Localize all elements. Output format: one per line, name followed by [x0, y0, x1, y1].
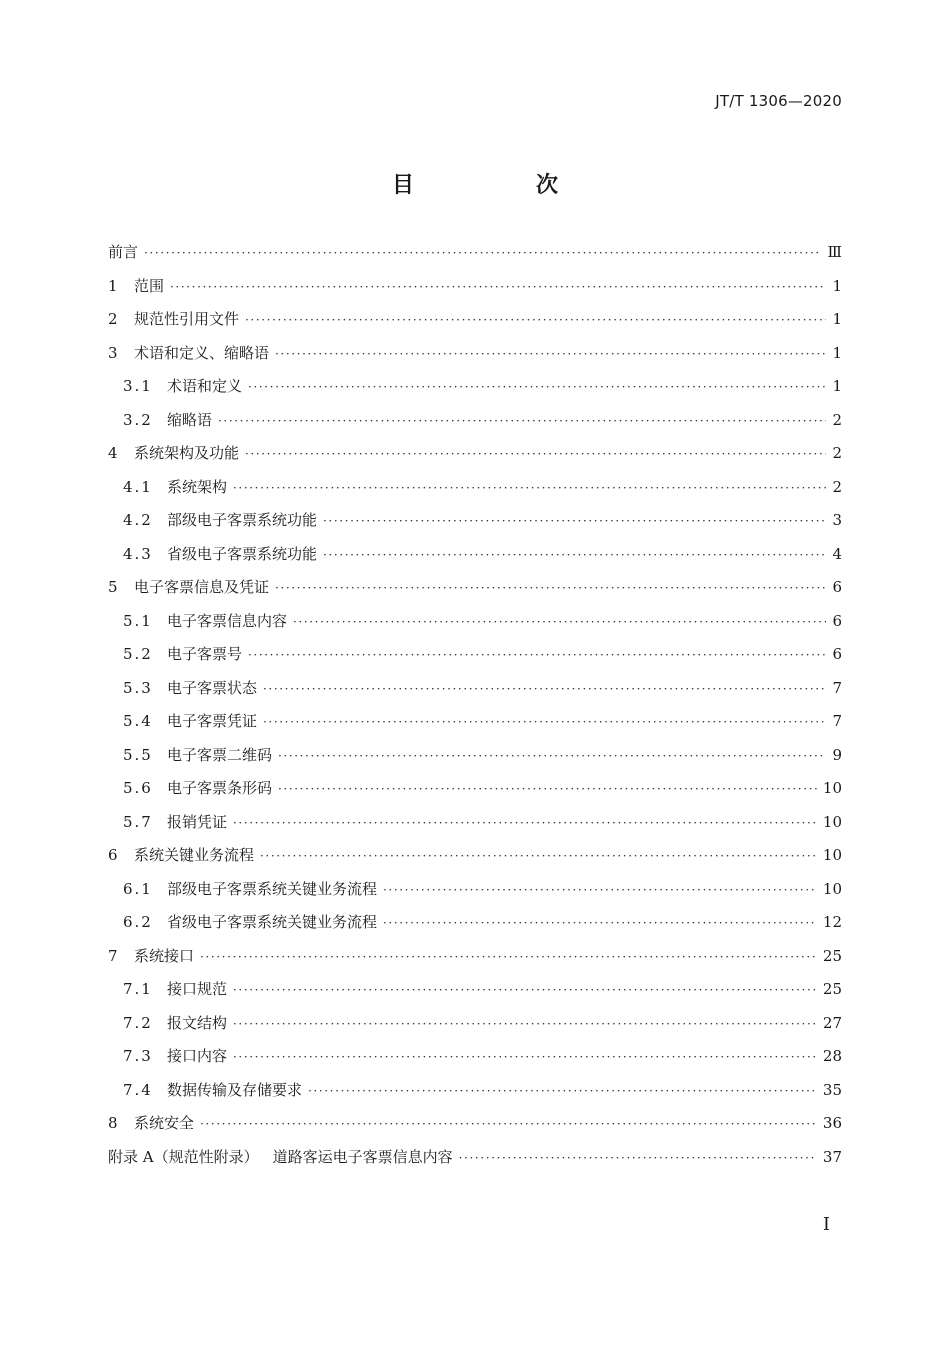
toc-dot-leader — [293, 615, 826, 629]
toc-entry-label: 系统架构 — [167, 477, 228, 496]
toc-entry-label: 系统安全 — [134, 1114, 195, 1132]
toc-entry-page: 10 — [822, 846, 842, 864]
toc-entry-number: 7.2 — [123, 1013, 153, 1032]
toc-entry[interactable] — [108, 476, 842, 510]
toc-entry-page: 2 — [832, 444, 842, 462]
toc-entry-page: Ⅲ — [827, 243, 842, 261]
page-title: 目 次 — [391, 173, 608, 198]
toc-entry-number: 5.1 — [123, 611, 153, 630]
toc-entry[interactable] — [108, 543, 842, 577]
toc-entry-page: 27 — [822, 1013, 842, 1032]
toc-dot-leader — [263, 715, 826, 729]
toc-entry[interactable] — [108, 978, 842, 1012]
toc-entry-label: 电子客票信息及凭证 — [134, 578, 270, 596]
toc-entry-number: 5.6 — [123, 779, 153, 797]
toc-entry-page: 1 — [832, 310, 842, 328]
toc-entry-number: 5.2 — [123, 645, 153, 663]
toc-entry-number: 4.1 — [123, 477, 153, 496]
toc-entry-label: 报销凭证 — [167, 812, 228, 831]
toc-dot-leader — [383, 883, 817, 897]
toc-entry[interactable] — [108, 1146, 842, 1180]
toc-entry-label: 省级电子客票系统功能 — [167, 544, 318, 563]
toc-entry-number: 5 — [108, 578, 118, 596]
toc-entry-number: 5.3 — [123, 678, 153, 697]
toc-entry-page: 6 — [832, 578, 842, 596]
toc-entry-label: 术语和定义 — [167, 377, 243, 395]
toc-dot-leader — [383, 916, 817, 930]
toc-entry-label: 电子客票凭证 — [167, 712, 258, 730]
toc-entry-number: 3 — [108, 343, 118, 362]
toc-entry-number: 附录 A（规范性附录） — [108, 1147, 259, 1166]
toc-entry-number: 4.3 — [123, 544, 153, 563]
toc-entry[interactable] — [108, 509, 842, 543]
toc-entry[interactable] — [108, 744, 842, 778]
toc-dot-leader — [263, 682, 826, 696]
toc-entry-page: 10 — [822, 779, 842, 797]
toc-entry-page: 2 — [832, 410, 842, 429]
toc-dot-leader — [248, 380, 826, 394]
toc-entry-page: 3 — [832, 511, 842, 529]
toc-dot-leader — [323, 514, 826, 528]
toc-entry[interactable] — [108, 442, 842, 476]
toc-dot-leader — [260, 849, 817, 863]
toc-entry-page: 6 — [832, 645, 842, 663]
toc-entry[interactable] — [108, 777, 842, 811]
toc-entry-label: 电子客票信息内容 — [167, 611, 288, 630]
toc-entry-label: 省级电子客票系统关键业务流程 — [167, 913, 378, 931]
toc-entry[interactable] — [108, 643, 842, 677]
toc-entry[interactable] — [108, 409, 842, 443]
toc-entry-page: 10 — [822, 812, 842, 831]
toc-entry[interactable] — [108, 911, 842, 945]
toc-entry[interactable] — [108, 1112, 842, 1146]
toc-entry-number: 7.4 — [123, 1080, 153, 1099]
toc-entry-page: 12 — [822, 913, 842, 931]
toc-entry-label: 电子客票条形码 — [167, 779, 273, 797]
toc-entry-number: 5.7 — [123, 812, 153, 831]
toc-entry[interactable] — [108, 677, 842, 711]
toc-entry-label: 前言 — [108, 243, 139, 261]
toc-dot-leader — [170, 280, 826, 294]
toc-entry-number: 1 — [108, 276, 118, 295]
toc-entry[interactable] — [108, 342, 842, 376]
table-of-contents — [108, 241, 842, 1179]
toc-entry-page: 28 — [822, 1047, 842, 1065]
toc-entry-label: 电子客票号 — [167, 645, 243, 663]
toc-entry-number: 3.1 — [123, 377, 153, 395]
toc-dot-leader — [233, 1017, 817, 1031]
toc-entry-number: 5.4 — [123, 712, 153, 730]
toc-entry[interactable] — [108, 576, 842, 610]
toc-entry[interactable] — [108, 1045, 842, 1079]
toc-entry-number: 7.1 — [123, 980, 153, 998]
toc-entry-number: 3.2 — [123, 410, 153, 429]
toc-entry-label: 电子客票二维码 — [167, 745, 273, 764]
toc-dot-leader — [144, 246, 822, 260]
toc-entry-number: 7 — [108, 946, 118, 965]
toc-entry-page: 35 — [822, 1080, 842, 1099]
toc-entry-page: 36 — [822, 1114, 842, 1132]
toc-entry[interactable] — [108, 878, 842, 912]
toc-entry-label: 缩略语 — [167, 410, 213, 429]
toc-entry-page: 2 — [832, 477, 842, 496]
toc-entry[interactable] — [108, 1079, 842, 1113]
toc-dot-leader — [278, 749, 826, 763]
toc-entry-number: 4.2 — [123, 511, 153, 529]
toc-entry-page: 7 — [832, 678, 842, 697]
toc-entry-label: 接口内容 — [167, 1047, 228, 1065]
toc-dot-leader — [233, 816, 817, 830]
toc-entry-page: 1 — [832, 377, 842, 395]
toc-dot-leader — [233, 983, 817, 997]
toc-dot-leader — [200, 950, 817, 964]
toc-entry-page: 25 — [822, 980, 842, 998]
toc-dot-leader — [275, 581, 826, 595]
toc-entry-label: 部级电子客票系统关键业务流程 — [167, 879, 378, 898]
toc-entry[interactable] — [108, 811, 842, 845]
toc-dot-leader — [200, 1117, 817, 1131]
toc-dot-leader — [218, 414, 826, 428]
toc-entry-page: 9 — [832, 745, 842, 764]
toc-entry-page: 6 — [832, 611, 842, 630]
toc-entry-label: 数据传输及存储要求 — [167, 1080, 303, 1099]
toc-entry-page: 25 — [822, 946, 842, 965]
toc-entry-page: 1 — [832, 343, 842, 362]
toc-dot-leader — [459, 1151, 817, 1165]
toc-entry[interactable] — [108, 308, 842, 342]
toc-entry-page: 37 — [822, 1147, 842, 1166]
toc-dot-leader — [248, 648, 826, 662]
page-folio: I — [822, 1214, 830, 1235]
toc-dot-leader — [245, 447, 826, 461]
toc-entry-number: 7.3 — [123, 1047, 153, 1065]
toc-entry-label: 道路客运电子客票信息内容 — [272, 1147, 453, 1166]
toc-dot-leader — [245, 313, 826, 327]
toc-entry-label: 系统架构及功能 — [134, 444, 240, 462]
toc-entry[interactable] — [108, 375, 842, 409]
toc-entry[interactable] — [108, 945, 842, 979]
toc-entry-label: 电子客票状态 — [167, 678, 258, 697]
toc-entry-page: 4 — [832, 544, 842, 563]
toc-entry-number: 2 — [108, 310, 118, 328]
toc-entry-number: 6 — [108, 846, 118, 864]
toc-dot-leader — [275, 347, 826, 361]
toc-dot-leader — [233, 481, 826, 495]
toc-dot-leader — [278, 782, 817, 796]
toc-entry-number: 6.2 — [123, 913, 153, 931]
toc-entry-number: 5.5 — [123, 745, 153, 764]
toc-entry[interactable] — [108, 275, 842, 309]
toc-entry-number: 6.1 — [123, 879, 153, 898]
toc-entry[interactable] — [108, 844, 842, 878]
toc-entry-page: 7 — [832, 712, 842, 730]
toc-dot-leader — [308, 1084, 817, 1098]
toc-entry-label: 术语和定义、缩略语 — [134, 343, 270, 362]
toc-entry-label: 部级电子客票系统功能 — [167, 511, 318, 529]
standard-code: JT/T 1306—2020 — [715, 92, 842, 110]
toc-entry-label: 范围 — [134, 276, 165, 295]
toc-entry-page: 1 — [832, 276, 842, 295]
toc-entry[interactable] — [108, 1012, 842, 1046]
toc-entry-page: 10 — [822, 879, 842, 898]
toc-entry-label: 接口规范 — [167, 980, 228, 998]
toc-entry[interactable] — [108, 710, 842, 744]
toc-entry-label: 规范性引用文件 — [134, 310, 240, 328]
toc-entry-label: 系统接口 — [134, 946, 195, 965]
toc-entry-number: 4 — [108, 444, 118, 462]
toc-entry-label: 报文结构 — [167, 1013, 228, 1032]
toc-entry[interactable] — [108, 610, 842, 644]
toc-dot-leader — [233, 1050, 817, 1064]
toc-entry[interactable] — [108, 241, 842, 275]
toc-dot-leader — [323, 548, 826, 562]
toc-entry-number: 8 — [108, 1114, 118, 1132]
toc-entry-label: 系统关键业务流程 — [134, 846, 255, 864]
